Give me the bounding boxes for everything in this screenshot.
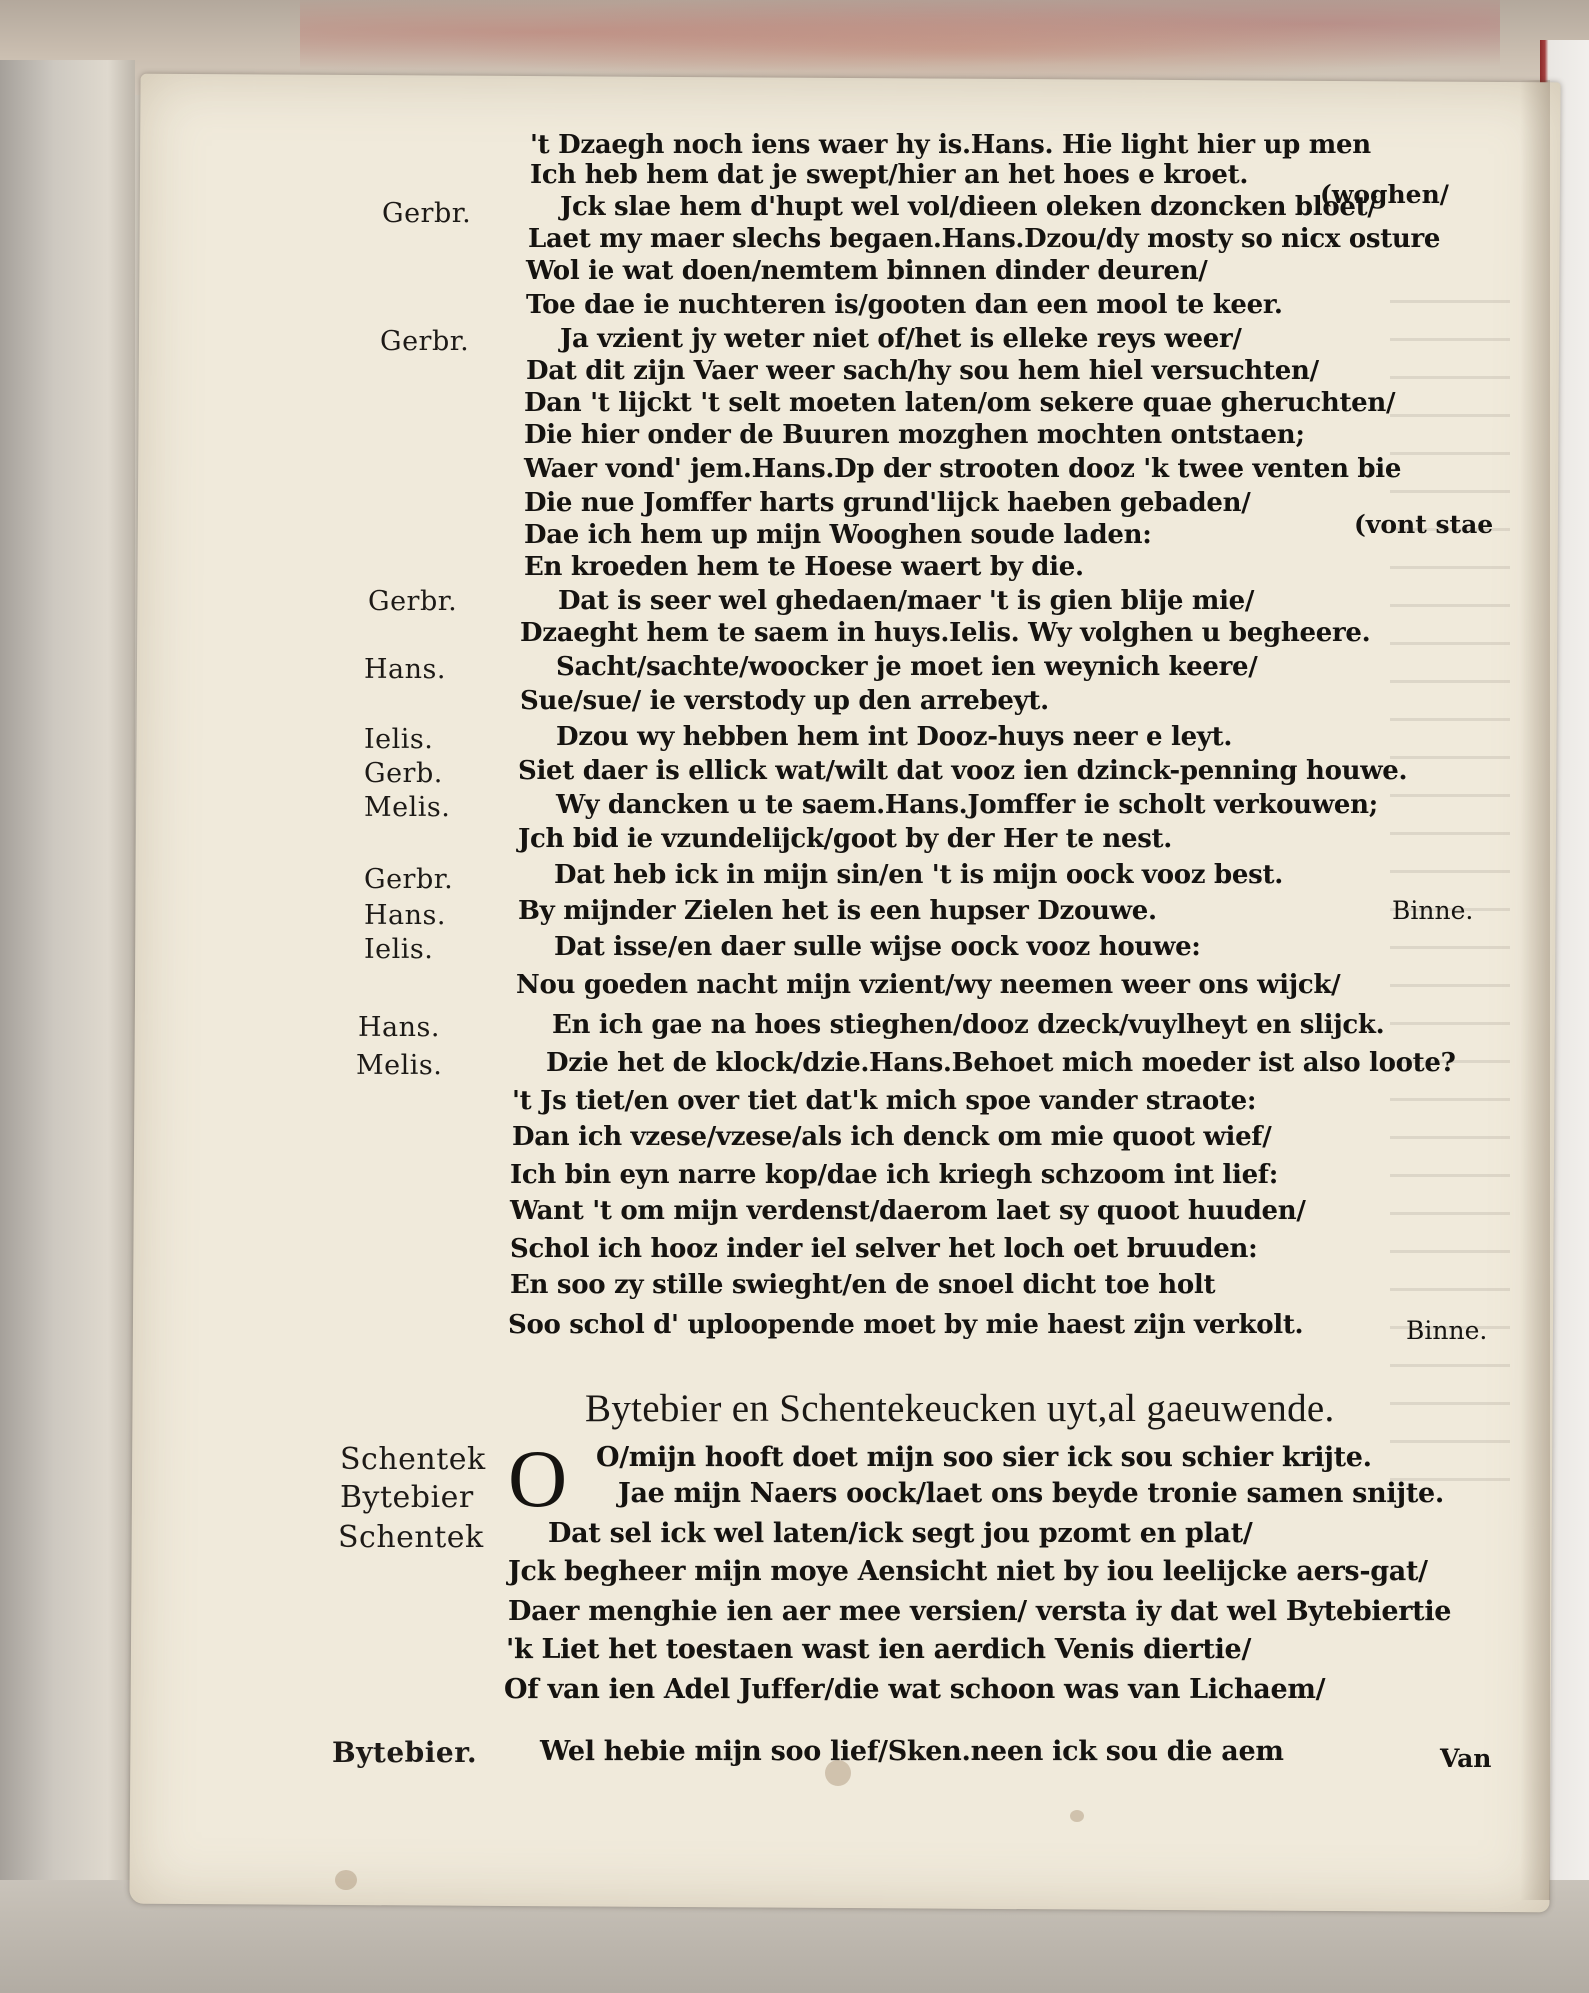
verse-line: Dat dit zijn Vaer weer sach/hy sou hem hiel versuchten/ xyxy=(526,356,1319,386)
verse-line: 't Dzaegh noch iens waer hy is.Hans. Hie light hier up men xyxy=(530,130,1371,160)
verse-line: Ich heb hem dat je swept/hier an het hoes e kroet. xyxy=(530,160,1249,190)
speaker-label: Gerbr. xyxy=(368,586,458,617)
marbled-endpaper xyxy=(300,0,1500,80)
verse-line: Nou goeden nacht mijn vzient/wy neemen weer ons wijck/ xyxy=(516,970,1341,1000)
speaker-label: Gerbr. xyxy=(364,864,454,895)
verse-line: Dat isse/en daer sulle wijse oock vooz houwe: xyxy=(554,932,1201,962)
verse-line: Dzie het de klock/dzie.Hans.Behoet mich moeder ist also loote? xyxy=(546,1048,1456,1078)
speaker-label: Hans. xyxy=(364,654,446,685)
speaker-label: Schentek xyxy=(340,1442,486,1477)
verse-line: Dan 't lijckt 't selt moeten laten/om sekere quae gheruchten/ xyxy=(524,388,1396,418)
paper-stain xyxy=(335,1870,357,1890)
speaker-label: Bytebier. xyxy=(332,1736,478,1769)
verse-line: By mijnder Zielen het is een hupser Dzouwe. xyxy=(518,896,1157,926)
verse-line: Jch bid ie vzundelijck/goot by der Her te nest. xyxy=(518,824,1172,854)
speaker-label: Gerbr. xyxy=(380,326,470,357)
verse-line: Dzaeght hem te saem in huys.Ielis. Wy volghen u begheere. xyxy=(520,618,1371,648)
speaker-label: Melis. xyxy=(364,792,451,823)
verse-line: Soo schol d' uploopende moet by mie haest zijn verkolt. xyxy=(508,1310,1304,1340)
verse-line: 't Js tiet/en over tiet dat'k mich spoe vander straote: xyxy=(512,1086,1257,1116)
speaker-label: Gerb. xyxy=(364,758,443,789)
speaker-label: Hans. xyxy=(358,1012,440,1043)
verse-line: 'k Liet het toestaen wast ien aerdich Venis diertie/ xyxy=(506,1634,1252,1665)
verse-line: En kroeden hem te Hoese waert by die. xyxy=(524,552,1084,582)
verse-line: Of van ien Adel Juffer/die wat schoon was van Lichaem/ xyxy=(504,1674,1326,1705)
verse-line: En ich gae na hoes stieghen/dooz dzeck/vuylheyt en slijck. xyxy=(552,1010,1385,1040)
verse-line: Toe dae ie nuchteren is/gooten dan een mool te keer. xyxy=(526,290,1283,320)
verse-line: Jae mijn Naers oock/laet ons beyde tronie samen snijte. xyxy=(618,1478,1444,1509)
verse-line: Schol ich hooz inder iel selver het loch oet bruuden: xyxy=(510,1234,1258,1264)
margin-note: (woghen/ xyxy=(1320,180,1449,209)
verse-line: Dat sel ick wel laten/ick segt jou pzomt en plat/ xyxy=(548,1518,1253,1549)
speaker-label: Bytebier xyxy=(340,1480,474,1515)
speaker-label: Gerbr. xyxy=(382,198,472,229)
margin-note: Binne. xyxy=(1392,896,1474,925)
verse-line: Wy dancken u te saem.Hans.Jomffer ie scholt verkouwen; xyxy=(556,790,1378,820)
verse-line: Jck slae hem d'hupt wel vol/dieen oleken dzoncken bloet/ xyxy=(560,192,1377,222)
verse-line: Waer vond' jem.Hans.Dp der strooten dooz 'k twee venten bie xyxy=(524,454,1402,484)
page-gutter-shadow xyxy=(1520,80,1550,1900)
verse-line: Dat heb ick in mijn sin/en 't is mijn oock vooz best. xyxy=(554,860,1283,890)
verse-line: En soo zy stille swieght/en de snoel dicht toe holt xyxy=(510,1270,1216,1300)
scene-heading: Bytebier en Schentekeucken uyt,al gaeuwende. xyxy=(585,1387,1335,1430)
verse-line: Dae ich hem up mijn Wooghen soude laden: xyxy=(524,520,1152,550)
paper-stain xyxy=(1070,1810,1084,1822)
book-cover-left xyxy=(0,60,135,1993)
verse-line: Die hier onder de Buuren mozghen mochten ontstaen; xyxy=(524,420,1305,450)
drop-capital: O xyxy=(508,1433,568,1524)
margin-note: Binne. xyxy=(1406,1316,1488,1345)
verse-line: Ja vzient jy weter niet of/het is elleke reys weer/ xyxy=(560,324,1242,354)
verse-line: Die nue Jomffer harts grund'lijck haeben gebaden/ xyxy=(524,488,1251,518)
verse-line: Sue/sue/ ie verstody up den arrebeyt. xyxy=(520,686,1049,716)
verse-line: Wel hebie mijn soo lief/Sken.neen ick sou die aem xyxy=(540,1736,1284,1767)
speaker-label: Ielis. xyxy=(364,724,434,755)
speaker-label: Schentek xyxy=(338,1520,484,1555)
verse-line: Ich bin eyn narre kop/dae ich kriegh schzoom int lief: xyxy=(510,1160,1278,1190)
verse-line: Laet my maer slechs begaen.Hans.Dzou/dy mosty so nicx osture xyxy=(528,224,1441,254)
verse-line: Dan ich vzese/vzese/als ich denck om mie quoot wief/ xyxy=(512,1122,1272,1152)
verse-line: Sacht/sachte/woocker je moet ien weynich keere/ xyxy=(556,652,1258,682)
verse-line: Wol ie wat doen/nemtem binnen dinder deuren/ xyxy=(526,256,1208,286)
catchword: Van xyxy=(1440,1744,1492,1773)
verse-line: Dat is seer wel ghedaen/maer 't is gien blije mie/ xyxy=(558,586,1255,616)
speaker-label: Hans. xyxy=(364,900,446,931)
margin-note: (vont stae xyxy=(1354,510,1494,539)
verse-line: Daer menghie ien aer mee versien/ versta iy dat wel Bytebiertie xyxy=(508,1596,1452,1627)
verse-line: O/mijn hooft doet mijn soo sier ick sou schier krijte. xyxy=(596,1442,1372,1473)
verse-line: Dzou wy hebben hem int Dooz-huys neer e leyt. xyxy=(556,722,1233,752)
speaker-label: Melis. xyxy=(356,1050,443,1081)
speaker-label: Ielis. xyxy=(364,934,434,965)
verse-line: Want 't om mijn verdenst/daerom laet sy quoot huuden/ xyxy=(510,1196,1306,1226)
verse-line: Jck begheer mijn moye Aensicht niet by iou leelijcke aers-gat/ xyxy=(508,1556,1428,1587)
verse-line: Siet daer is ellick wat/wilt dat vooz ien dzinck-penning houwe. xyxy=(518,756,1408,786)
